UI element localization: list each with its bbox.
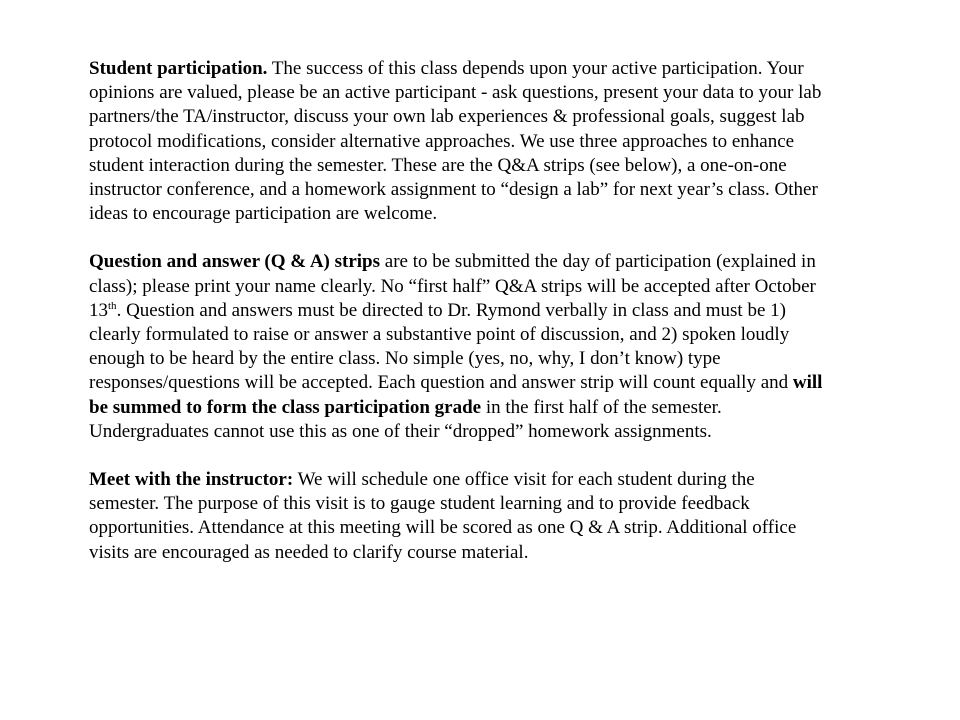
- text-line: [89, 492, 929, 516]
- text-line: [89, 468, 929, 492]
- body-text: student interaction during the semester. These are the Q&A strips (see below), a one-on-one: [89, 154, 787, 176]
- text-line: [89, 130, 929, 154]
- body-text: in the first half of the semester.: [481, 396, 722, 418]
- text-line: [89, 299, 929, 323]
- paragraph-question-and-answer-strips: [89, 250, 929, 444]
- text-line: [89, 81, 929, 105]
- paragraph-student-participation: [89, 57, 929, 226]
- text-line: [89, 396, 929, 420]
- text-line: [89, 105, 929, 129]
- document-body: [89, 57, 929, 589]
- body-text: partners/the TA/instructor, discuss your own lab experiences & professional goals, suggest lab: [89, 106, 805, 128]
- body-text: instructor conference, and a homework assignment to “design a lab” for next year’s class. Other: [89, 179, 818, 201]
- bold-heading-text: Question and answer (Q & A) strips: [89, 251, 381, 273]
- body-text: semester. The purpose of this visit is to gauge student learning and to provide feedback: [89, 493, 750, 515]
- paragraph-meet-with-the-instructor: [89, 468, 929, 565]
- text-line: [89, 516, 929, 540]
- text-line: [89, 154, 929, 178]
- text-line: [89, 178, 929, 202]
- body-text: We will schedule one office visit for each student during the: [293, 469, 755, 491]
- body-text: Undergraduates cannot use this as one of their “dropped” homework assignments.: [89, 420, 712, 442]
- body-text: responses/questions will be accepted. Each question and answer strip will count equally and: [89, 372, 793, 394]
- superscript-text: th: [108, 299, 117, 312]
- body-text: clearly formulated to raise or answer a substantive point of discussion, and 2) spoken loudly: [89, 324, 790, 346]
- text-line: [89, 541, 929, 565]
- text-line: [89, 323, 929, 347]
- text-line: [89, 347, 929, 371]
- body-text: opportunities. Attendance at this meeting will be scored as one Q & A strip. Additional office: [89, 517, 797, 539]
- body-text: ideas to encourage participation are welcome.: [89, 203, 438, 225]
- text-line: [89, 250, 929, 274]
- body-text: . Question and answers must be directed to Dr. Rymond verbally in class and must be 1): [116, 299, 786, 321]
- bold-heading-text: will: [792, 372, 823, 394]
- text-line: [89, 57, 929, 81]
- body-text: The success of this class depends upon your active participation. Your: [267, 58, 804, 79]
- text-line: [89, 420, 929, 444]
- text-line: [89, 202, 929, 226]
- text-line: [89, 275, 929, 299]
- body-text: are to be submitted the day of participation (explained in: [380, 251, 816, 273]
- body-text: class); please print your name clearly. No “first half” Q&A strips will be accepted after October: [89, 275, 816, 297]
- body-text: protocol modifications, consider alternative approaches. We use three approaches to enhance: [89, 130, 795, 152]
- bold-heading-text: Student participation.: [89, 58, 268, 79]
- text-line: [89, 371, 929, 395]
- body-text: visits are encouraged as needed to clarify course material.: [89, 541, 529, 563]
- bold-heading-text: Meet with the instructor:: [89, 469, 294, 491]
- bold-heading-text: be summed to form the class participation grade: [89, 396, 482, 418]
- body-text: 13: [89, 299, 108, 321]
- body-text: opinions are valued, please be an active participant - ask questions, present your data to your lab: [89, 82, 822, 104]
- body-text: enough to be heard by the entire class. No simple (yes, no, why, I don’t know) type: [89, 348, 721, 370]
